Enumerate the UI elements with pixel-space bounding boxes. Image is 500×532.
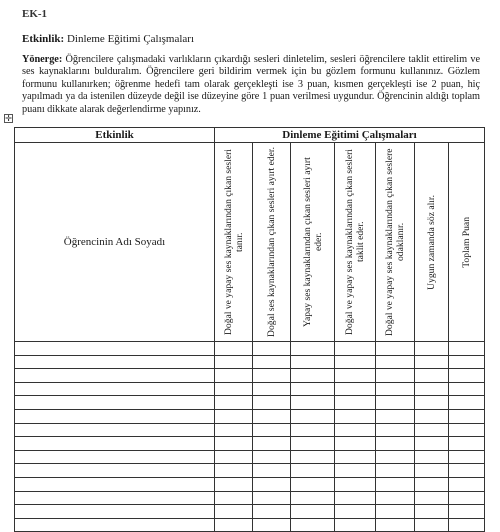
observation-table [14,127,485,532]
score-cell[interactable] [253,369,291,383]
score-cell[interactable] [215,518,253,532]
criteria-header-row [15,143,485,342]
student-name-cell[interactable] [15,464,215,478]
activity-value: Dinleme Eğitimi Çalışmaları [64,33,195,45]
score-cell[interactable] [376,423,415,437]
score-cell[interactable] [215,477,253,491]
student-name-cell[interactable] [15,437,215,451]
criterion-header [291,143,335,342]
score-cell[interactable] [335,423,376,437]
table-row [15,423,485,437]
score-cell[interactable] [376,505,415,519]
criterion-label: Doğal ses kaynaklarından çıkan sesleri ayırt eder. [266,147,277,337]
criterion-label: Doğal ve yapay ses kaynaklarından çıkan sesleri tanır. [222,149,245,335]
criterion-label: Uygun zamanda söz alır. [426,194,437,290]
score-cell[interactable] [291,491,335,505]
score-cell[interactable] [449,464,485,478]
table-header-row [15,128,485,143]
table-row [15,342,485,356]
score-cell[interactable] [291,505,335,519]
score-cell[interactable] [253,491,291,505]
score-cell[interactable] [335,396,376,410]
score-cell[interactable] [376,396,415,410]
student-name-cell[interactable] [15,409,215,423]
student-name-cell[interactable] [15,342,215,356]
score-cell[interactable] [291,423,335,437]
student-name-cell[interactable] [15,355,215,369]
criterion-header [415,143,449,342]
student-name-cell[interactable] [15,382,215,396]
criterion-header [253,143,291,342]
total-score-header [449,143,485,342]
table-row [15,477,485,491]
score-cell[interactable] [376,518,415,532]
score-cell[interactable] [215,450,253,464]
score-cell[interactable] [415,355,449,369]
activity-line [22,33,480,46]
criterion-label: Doğal ve yapay ses kaynaklarından çıkan seslere odaklanır. [384,148,406,336]
score-cell[interactable] [253,342,291,356]
activity-column-header: Etkinlik [15,128,215,143]
score-cell[interactable] [215,396,253,410]
score-cell[interactable] [215,423,253,437]
student-name-cell[interactable] [15,369,215,383]
document-body [22,8,480,116]
score-cell[interactable] [415,369,449,383]
score-cell[interactable] [253,505,291,519]
score-cell[interactable] [291,437,335,451]
score-cell[interactable] [376,491,415,505]
instruction-text: Öğrencilere çalışmadaki varlıkların çıkardığı sesleri dinletelim, sesleri öğrencilere taklit ettirelim ve ses kaynaklarını bulduralım. Öğrencilere geri bildirim vermek için bu gözlem formunu kullanınız. Gözlem formunu kullanırken; öğrenme hedefi tam olarak gerçekleşti ise 3 puan, kısmen gerçekleşti ise 2 puan, hiç yapılmadı ya da istenilen düzeyde değil ise düzeyine göre 1 puan verilmesi uygundur. Öğrencinin aldığı toplam puanı dikkate alarak değerlendirme yapınız. [22,54,480,115]
score-cell[interactable] [335,369,376,383]
score-cell[interactable] [253,477,291,491]
score-cell[interactable] [376,355,415,369]
score-cell[interactable] [449,491,485,505]
total-score-label: Toplam Puan [461,216,473,268]
table-body [15,342,485,532]
student-name-cell[interactable] [15,491,215,505]
student-name-cell[interactable] [15,505,215,519]
score-cell[interactable] [449,437,485,451]
score-cell[interactable] [415,505,449,519]
score-cell[interactable] [253,437,291,451]
score-cell[interactable] [291,342,335,356]
score-cell[interactable] [335,382,376,396]
score-cell[interactable] [335,505,376,519]
score-cell[interactable] [291,369,335,383]
score-cell[interactable] [253,355,291,369]
score-cell[interactable] [335,437,376,451]
student-name-cell[interactable] [15,450,215,464]
score-cell[interactable] [335,409,376,423]
score-cell[interactable] [291,518,335,532]
score-cell[interactable] [253,382,291,396]
score-cell[interactable] [415,409,449,423]
score-cell[interactable] [335,342,376,356]
criterion-header [215,143,253,342]
score-cell[interactable] [215,491,253,505]
score-cell[interactable] [415,450,449,464]
score-cell[interactable] [415,491,449,505]
criterion-label: Doğal ve yapay ses kaynaklarından çıkan sesleri taklit eder. [344,149,366,335]
student-name-cell[interactable] [15,423,215,437]
activity-label: Etkinlik: [22,33,65,45]
table-row [15,437,485,451]
score-cell[interactable] [376,477,415,491]
table-row [15,396,485,410]
score-cell[interactable] [415,382,449,396]
criterion-header [376,143,415,342]
instruction-label: Yönerge: [22,54,63,65]
score-cell[interactable] [215,437,253,451]
criterion-label: Yapay ses kaynaklarından çıkan sesleri ayırt eder. [301,157,324,327]
score-cell[interactable] [215,464,253,478]
score-cell[interactable] [449,409,485,423]
student-name-cell[interactable] [15,396,215,410]
score-cell[interactable] [449,342,485,356]
score-cell[interactable] [215,409,253,423]
table-row [15,505,485,519]
student-name-cell[interactable] [15,518,215,532]
table-row [15,369,485,383]
score-cell[interactable] [449,396,485,410]
score-cell[interactable] [449,369,485,383]
score-cell[interactable] [253,396,291,410]
student-name-header: Öğrencinin Adı Soyadı [15,143,215,342]
score-cell[interactable] [335,464,376,478]
score-cell[interactable] [449,382,485,396]
score-cell[interactable] [376,382,415,396]
score-cell[interactable] [415,423,449,437]
score-cell[interactable] [376,342,415,356]
move-handle-icon[interactable]: ✛ [5,114,12,123]
score-cell[interactable] [291,464,335,478]
student-name-cell[interactable] [15,477,215,491]
criterion-header [335,143,376,342]
score-cell[interactable] [335,518,376,532]
score-cell[interactable] [415,477,449,491]
score-cell[interactable] [415,396,449,410]
score-cell[interactable] [449,505,485,519]
score-cell[interactable] [215,382,253,396]
score-cell[interactable] [449,423,485,437]
score-cell[interactable] [215,342,253,356]
score-cell[interactable] [291,382,335,396]
score-cell[interactable] [291,409,335,423]
score-cell[interactable] [415,437,449,451]
table-row [15,382,485,396]
appendix-label: EK-1 [22,8,48,20]
score-cell[interactable] [253,450,291,464]
table-row [15,464,485,478]
score-cell[interactable] [415,342,449,356]
score-cell[interactable] [449,477,485,491]
score-cell[interactable] [291,477,335,491]
score-cell[interactable] [376,437,415,451]
score-cell[interactable] [215,355,253,369]
group-header: Dinleme Eğitimi Çalışmaları [215,128,485,143]
table-row [15,491,485,505]
score-cell[interactable] [376,464,415,478]
score-cell[interactable] [335,491,376,505]
score-cell[interactable] [376,450,415,464]
table-row [15,355,485,369]
score-cell[interactable] [335,355,376,369]
score-cell[interactable] [449,355,485,369]
score-cell[interactable] [335,477,376,491]
score-cell[interactable] [253,518,291,532]
table-row [15,450,485,464]
score-cell[interactable] [291,450,335,464]
score-cell[interactable] [253,464,291,478]
score-cell[interactable] [253,409,291,423]
score-cell[interactable] [449,450,485,464]
score-cell[interactable] [215,505,253,519]
score-cell[interactable] [376,369,415,383]
score-cell[interactable] [291,396,335,410]
instruction-paragraph [22,54,480,116]
score-cell[interactable] [449,518,485,532]
table-row [15,409,485,423]
score-cell[interactable] [376,409,415,423]
score-cell[interactable] [291,355,335,369]
score-cell[interactable] [415,464,449,478]
score-cell[interactable] [415,518,449,532]
score-cell[interactable] [253,423,291,437]
score-cell[interactable] [215,369,253,383]
table-row [15,518,485,532]
score-cell[interactable] [335,450,376,464]
